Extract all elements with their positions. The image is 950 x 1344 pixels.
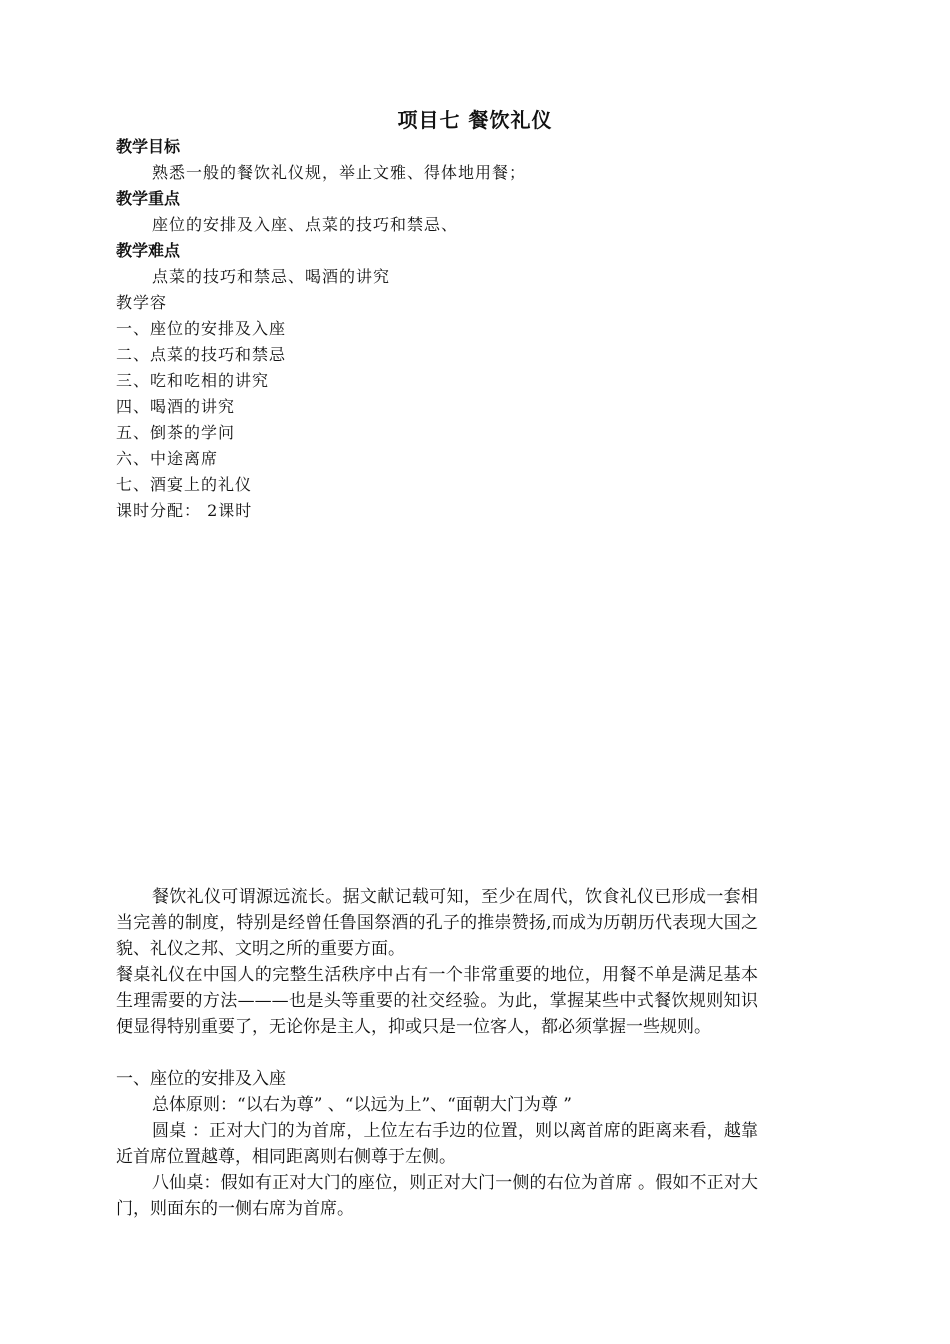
content-item: 一、座位的安排及入座 [116, 319, 287, 338]
key-points-text: 座位的安排及入座、点菜的技巧和禁忌、 [152, 215, 459, 234]
hours-allocation: 课时分配： 2课时 [116, 501, 253, 520]
round-table-paragraph: 圆桌 ：正对大门的为首席，上位左右手边的位置，则以离首席的距离来看，越靠近首席位置越尊，相同距离则右侧尊于左侧。 [116, 1121, 758, 1167]
document-title: 项目七 餐饮礼仪 [397, 108, 553, 132]
difficulties-text: 点菜的技巧和禁忌、喝酒的讲究 [152, 267, 391, 286]
content-heading: 教学容 [116, 293, 168, 312]
objectives-text: 熟悉一般的餐饮礼仪规，举止文雅、得体地用餐； [152, 163, 527, 182]
content-item: 六、中途离席 [116, 449, 219, 468]
intro-paragraph-1: 餐饮礼仪可谓源远流长。据文献记载可知，至少在周代，饮食礼仪已形成一套相当完善的制度，特别是经曾任鲁国祭酒的孔子的推崇赞扬,而成为历朝历代表现大国之貌、礼仪之邦、文明之所的重要方面。 [116, 887, 758, 959]
section-heading: 一、座位的安排及入座 [116, 1069, 286, 1089]
content-item: 四、喝酒的讲究 [116, 397, 236, 416]
content-item: 二、点菜的技巧和禁忌 [116, 345, 287, 364]
intro-paragraph-2: 餐桌礼仪在中国人的完整生活秩序中占有一个非常重要的地位，用餐不单是满足基本生理需要的方法———也是头等重要的社交经验。为此，掌握某些中式餐饮规则知识便显得特别重要了，无论你是主人，抑或只是一位客人，都必须掌握一些规则。 [116, 965, 758, 1037]
objectives-heading: 教学目标 [116, 137, 181, 156]
content-item: 五、倒茶的学问 [116, 423, 236, 442]
square-table-paragraph: 八仙桌：假如有正对大门的座位，则正对大门一侧的右位为首席 。假如不正对大门，则面东的一侧右席为首席。 [116, 1173, 758, 1219]
content-item: 七、酒宴上的礼仪 [116, 475, 253, 494]
key-points-heading: 教学重点 [116, 189, 181, 208]
difficulties-heading: 教学难点 [116, 241, 181, 260]
principle-paragraph: 总体原则：“以右为尊” 、“以远为上”、“面朝大门为尊 ” [152, 1095, 572, 1115]
content-item: 三、吃和吃相的讲究 [116, 371, 270, 390]
